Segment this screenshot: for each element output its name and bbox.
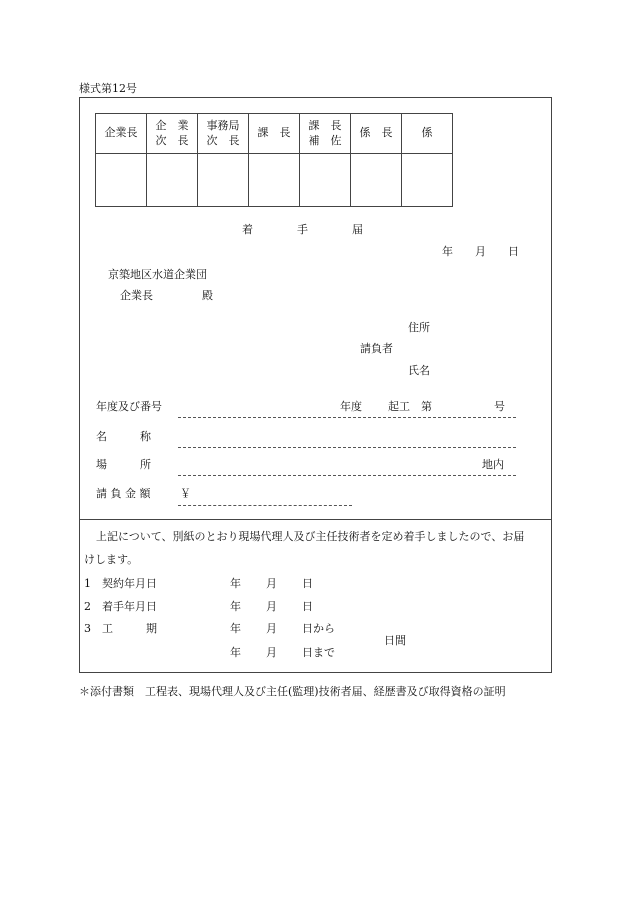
number-suffix: 号 bbox=[494, 400, 505, 413]
statement-line-1: 上記について、別紙のとおり現場代理人及び主任技術者を定め着手しましたので、お届 bbox=[96, 530, 525, 543]
approval-header-cell: 係 bbox=[402, 114, 453, 154]
statement-line-2: けします。 bbox=[84, 553, 139, 566]
approval-header-cell: 係 長 bbox=[351, 114, 402, 154]
addressee-position: 企業長 bbox=[120, 289, 153, 302]
contract-amount-input-line[interactable] bbox=[178, 505, 352, 506]
attachment-note: ＊添付書類 工程表、現場代理人及び主任(監理)技術者届、経歴書及び取得資格の証明 bbox=[79, 685, 506, 698]
contractor-role-label: 請負者 bbox=[360, 342, 393, 355]
year-unit: 年 bbox=[230, 600, 241, 613]
stamp-box[interactable] bbox=[300, 154, 351, 207]
day-to-unit: 日まで bbox=[302, 646, 335, 659]
approval-header-cell: 課 長 bbox=[249, 114, 300, 154]
stamp-box[interactable] bbox=[96, 154, 147, 207]
item-contract-date-label: 1 契約年月日 bbox=[84, 577, 157, 590]
year-label: 年度 bbox=[340, 400, 362, 413]
item-start-date-label: 2 着手年月日 bbox=[84, 600, 157, 613]
addressee-org: 京築地区水道企業団 bbox=[108, 268, 207, 281]
submission-date: 年 月 日 bbox=[442, 245, 519, 258]
day-unit: 日 bbox=[302, 600, 313, 613]
stamp-box[interactable] bbox=[198, 154, 249, 207]
contractor-address-label: 住所 bbox=[408, 321, 430, 334]
place-suffix: 地内 bbox=[482, 458, 504, 471]
document-title: 着 手 届 bbox=[242, 223, 363, 236]
year-unit: 年 bbox=[230, 646, 241, 659]
form-number: 様式第12号 bbox=[79, 82, 137, 95]
contractor-name-label: 氏名 bbox=[408, 364, 430, 377]
yen-symbol: ￥ bbox=[180, 487, 191, 500]
day-unit: 日 bbox=[302, 577, 313, 590]
project-name-input-line[interactable] bbox=[178, 447, 516, 448]
approval-stamp-table bbox=[95, 113, 453, 207]
stamp-box[interactable] bbox=[351, 154, 402, 207]
month-unit: 月 bbox=[266, 646, 277, 659]
item-period-label: 3 工 期 bbox=[84, 622, 157, 635]
kiko-label: 起工 第 bbox=[388, 400, 432, 413]
approval-header-cell: 課 長 補 佐 bbox=[300, 114, 351, 154]
month-unit: 月 bbox=[266, 622, 277, 635]
project-name-label: 名 称 bbox=[96, 430, 151, 443]
year-unit: 年 bbox=[230, 577, 241, 590]
days-count-unit: 日間 bbox=[384, 634, 406, 647]
addressee-honorific: 殿 bbox=[202, 289, 213, 302]
project-place-label: 場 所 bbox=[96, 458, 151, 471]
contract-amount-label: 請 負 金 額 bbox=[96, 487, 151, 500]
approval-header-cell: 企業長 bbox=[96, 114, 147, 154]
project-place-input-line[interactable] bbox=[178, 475, 516, 476]
day-from-unit: 日から bbox=[302, 622, 335, 635]
month-unit: 月 bbox=[266, 577, 277, 590]
approval-header-cell: 事務局 次 長 bbox=[198, 114, 249, 154]
stamp-box[interactable] bbox=[147, 154, 198, 207]
month-unit: 月 bbox=[266, 600, 277, 613]
section-divider bbox=[79, 519, 552, 520]
stamp-box[interactable] bbox=[249, 154, 300, 207]
year-unit: 年 bbox=[230, 622, 241, 635]
stamp-box[interactable] bbox=[402, 154, 453, 207]
year-number-input-line[interactable] bbox=[178, 417, 516, 418]
approval-header-cell: 企 業 次 長 bbox=[147, 114, 198, 154]
year-number-label: 年度及び番号 bbox=[96, 400, 162, 413]
